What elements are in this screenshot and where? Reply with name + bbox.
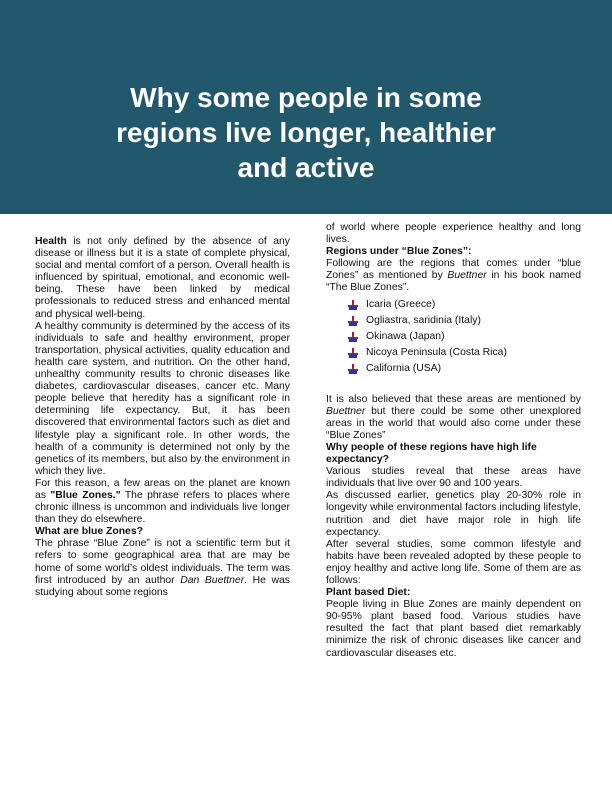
list-item: [348, 346, 581, 362]
studies-paragraph: Various studies reveal that these areas have individuals that live over 90 and 100 years.: [326, 466, 581, 490]
definition-text: The phrase “Blue Zone” is not a scientific term but it refers to some geographical area that are may be home of some world’s oldest individuals. The term was first introduced by an author: [35, 538, 290, 586]
community-paragraph: A healthy community is determined by the access of its individuals to safe and healthy environment, proper transportation, physical activities, quality education and health care system, and nutrition. On the other hand, unhealthy community results to chronic diseases like diabetes, cardiovascular diseases, cancer etc. Many people believe that heredity has a significant role in determining life expectancy. But, it has been discovered that environmental factors such as diet and lifestyle play a significant role. In other words, the health of a community is determined not only by the genetics of its members, but also by the environment in which they live.: [35, 320, 290, 477]
region-label: Ogliastra, saridinia (Italy): [366, 314, 481, 326]
title-line-2: regions live longer, healthier: [116, 117, 496, 148]
heading-regions: Regions under “Blue Zones”:: [326, 246, 472, 258]
regions-intro-text-2: in his book named “The Blue Zones”.: [326, 270, 581, 294]
region-label: Icaria (Greece): [366, 298, 436, 310]
health-paragraph: [35, 236, 290, 321]
lifestyle-paragraph: After several studies, some common lifestyle and habits have been revealed adopted by these people to enjoy healthy and active long life. Some of them are as follows:: [326, 538, 581, 586]
definition-text-2: . He was studying about some regions: [35, 574, 290, 598]
list-item: [348, 314, 581, 330]
heading-why-high-life-expectancy: Why people of these regions have high life expectancy?: [326, 441, 537, 466]
title-line-1: Why some people in some: [130, 82, 482, 113]
health-text: is not only defined by the absence of any disease or illness but it is a state of complete physical, social and mental comfort of a person. Overall health is influenced by spiritual, emotional, and economic well-being. These have been linked by medical professionals to reduced stress and enhanced mental and physical well-being.: [35, 236, 290, 320]
blue-zones-intro-paragraph: [35, 478, 290, 526]
right-column: [326, 222, 581, 660]
page-title: [60, 80, 552, 185]
blue-zones-intro-text: For this reason, a few areas on the planet are known as: [35, 477, 290, 501]
pin-bullet-icon: [348, 364, 358, 374]
spacer: [326, 382, 581, 394]
genetics-paragraph: As discussed earlier, genetics play 20-30% role in longevity while environmental factors including lifestyle, nutrition and diet have major role in high life expectancy.: [326, 490, 581, 538]
list-item: [348, 362, 581, 378]
title-line-3: and active: [237, 152, 375, 183]
heading-what-are-blue-zones: What are blue Zones?: [35, 526, 143, 538]
pin-bullet-icon: [348, 300, 358, 310]
blue-zone-definition-paragraph: [35, 538, 290, 598]
region-label: Okinawa (Japan): [366, 330, 445, 342]
region-label: California (USA): [366, 362, 442, 374]
blue-zones-intro-text-2: The phrase refers to places where chronic illness is uncommon and individuals live longer than they do elsewhere.: [35, 489, 290, 526]
other-areas-paragraph: [326, 394, 581, 442]
plant-diet-paragraph: People living in Blue Zones are mainly dependent on 90-95% plant based food. Various studies have resulted the fact that plant based diet remarkably minimize the risk of chronic diseases like cancer and cardiovascular diseases etc.: [326, 599, 581, 659]
other-areas-text-2: but there could be some other unexplored areas in the world that would also come under these “Blue Zones”: [326, 405, 581, 441]
continued-paragraph: of world where people experience healthy and long lives.: [326, 222, 581, 246]
list-item: [348, 330, 581, 346]
pin-bullet-icon: [348, 348, 358, 358]
header-banner: [0, 0, 612, 214]
other-areas-author: Buettner: [326, 405, 366, 417]
regions-list: [348, 298, 581, 378]
regions-author: Buettner: [447, 270, 487, 282]
left-column: [35, 236, 290, 599]
pin-bullet-icon: [348, 316, 358, 326]
heading-plant-based-diet: Plant based Diet:: [326, 587, 411, 599]
pin-bullet-icon: [348, 332, 358, 342]
region-label: Nicoya Peninsula (Costa Rica): [366, 346, 507, 358]
regions-intro-text: Following are the regions that comes under “blue Zones” as mentioned by: [326, 258, 581, 282]
author-name: Dan Buettner: [180, 574, 245, 586]
list-item: [348, 298, 581, 314]
blue-zones-term: "Blue Zones.": [50, 489, 121, 501]
regions-intro-paragraph: [326, 258, 581, 294]
health-term: Health: [35, 236, 67, 247]
other-areas-text: It is also believed that these areas are mentioned by: [326, 393, 581, 405]
